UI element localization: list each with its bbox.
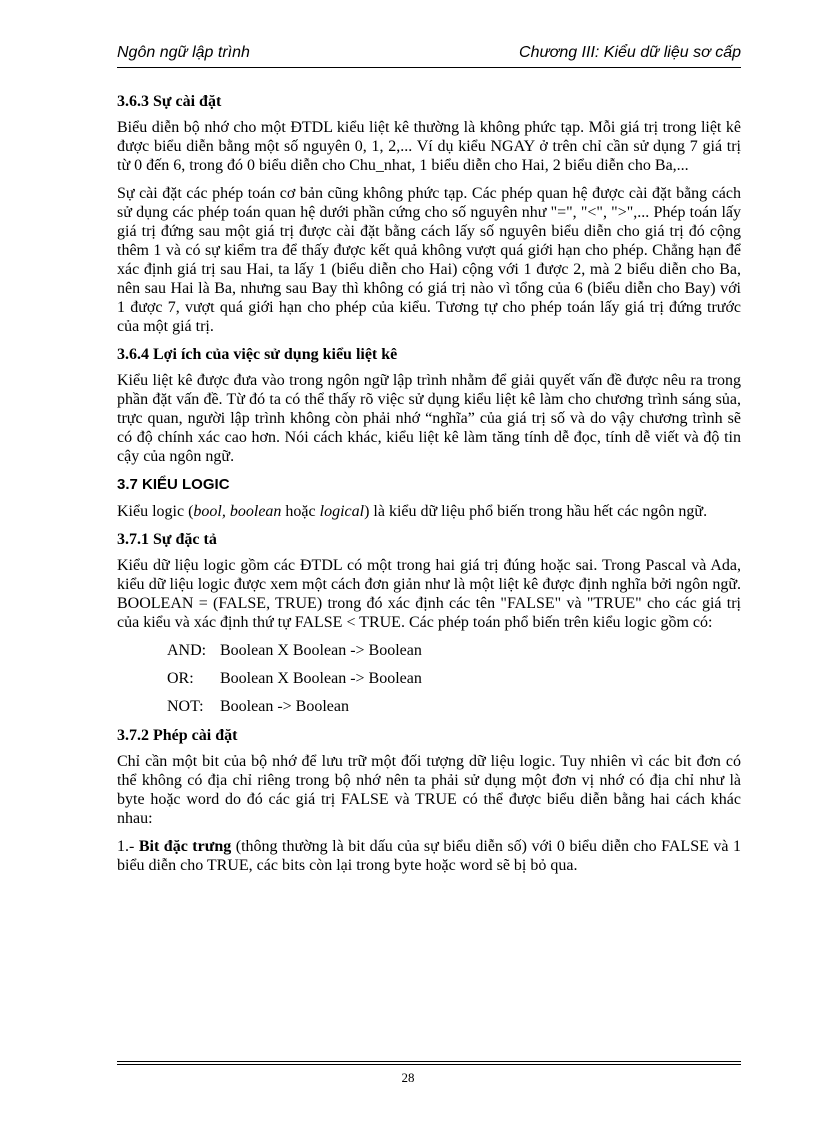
text-run: (thông thường là bit dấu của sự biểu diễn số) với 0 biểu diễn cho FALSE và 1 biểu diễn cho TRUE, các bits còn lại trong byte hoặc word sẽ bị bỏ qua. xyxy=(117,838,742,874)
section-3-6-4-heading: 3.6.4 Lợi ích của việc sử dụng kiểu liệt kê xyxy=(117,346,398,363)
section-3-7-2-heading: 3.7.2 Phép cài đặt xyxy=(117,727,238,744)
header-chapter-title: Chương III: Kiểu dữ liệu sơ cấp xyxy=(519,44,741,61)
operation-name: NOT: xyxy=(167,698,204,715)
page-number: 28 xyxy=(401,1070,415,1085)
section-3-7-1-paragraph-1: Kiểu dữ liệu logic gồm các ĐTDL có một trong hai giá trị đúng hoặc sai. Trong Pascal và Ada, kiểu dữ liệu logic được xem một cách đơn giản như là một liệt kê được định nghĩa bởi ngôn ngữ. BOOLEAN = (FALSE, TRUE) trong đó xác định các tên "FALSE" và "TRUE" cho các giá trị của kiểu và xác định thứ tự FALSE < TRUE. Các phép toán phổ biến trên kiểu logic gồm có: xyxy=(117,557,741,631)
operation-name: AND: xyxy=(167,642,207,659)
italic-term-bool: bool, boolean xyxy=(193,503,282,520)
operation-not xyxy=(167,697,741,717)
text-run: Kiểu logic ( xyxy=(117,503,194,520)
section-3-6-3-paragraph-2: Sự cài đặt các phép toán cơ bản cũng không phức tạp. Các phép quan hệ được cài đặt bằng cách sử dụng các phép toán quan hệ dưới phần cứng cho số nguyên như "=", "<", ">",... Phép toán lấy giá trị đứng sau một giá trị được cài đặt bằng cách lấy số nguyên biểu diễn cho giá trị đó cộng thêm 1 và có sự kiểm tra để thấy được kết quả không vượt quá giới hạn cho phép. Chẳng hạn để xác định giá trị sau Hai, ta lấy 1 (biểu diễn cho Hai) cộng với 1 được 2, mà 2 biểu diễn cho Ba, nên sau Hai là Ba, nhưng sau Bay thì không có giá trị nào vì tổng của 6 (biểu diễn cho Bay) với 1 được 7, vượt quá giới hạn cho phép của kiểu. Tương tự cho phép toán lấy giá trị đứng trước của một giá trị. xyxy=(117,185,741,335)
operation-signature: Boolean -> Boolean xyxy=(220,698,349,715)
operations-list xyxy=(167,641,741,717)
operation-name: OR: xyxy=(167,670,194,687)
operation-and xyxy=(167,641,741,669)
section-3-6-3-paragraph-1: Biểu diễn bộ nhớ cho một ĐTDL kiểu liệt kê thường là không phức tạp. Mỗi giá trị trong liệt kê được biểu diễn bằng một số nguyên 0, 1, 2,... Ví dụ kiểu NGAY ở trên chỉ cần sử dụng 7 giá trị từ 0 đến 6, trong đó 0 biểu diễn cho Chu_nhat, 1 biểu diễn cho Hai, 2 biểu diễn cho Ba,... xyxy=(117,119,741,174)
operation-or xyxy=(167,669,741,697)
section-3-7-paragraph-1 xyxy=(117,502,741,521)
section-3-7-2-paragraph-2 xyxy=(117,837,741,875)
section-3-7-2-paragraph-1: Chỉ cần một bit của bộ nhớ để lưu trữ một đối tượng dữ liệu logic. Tuy nhiên vì các bit đơn có thể không có địa chỉ riêng trong bộ nhớ nên ta phải sử dụng một đơn vị nhớ có địa chỉ như là byte hoặc word do đó các giá trị FALSE và TRUE có thể được biểu diễn bằng hai cách khác nhau: xyxy=(117,753,741,827)
footer-rule-double xyxy=(117,1064,741,1065)
operation-signature: Boolean X Boolean -> Boolean xyxy=(220,642,422,659)
section-3-7-1-heading: 3.7.1 Sự đặc tả xyxy=(117,531,217,548)
page-header xyxy=(117,42,741,68)
page-content xyxy=(117,92,741,884)
header-rule xyxy=(117,67,741,68)
text-run: ) là kiểu dữ liệu phổ biến trong hầu hết các ngôn ngữ. xyxy=(364,503,708,520)
text-run: hoặc xyxy=(281,503,320,520)
footer-rule xyxy=(117,1061,741,1062)
section-3-6-3-heading: 3.6.3 Sự cài đặt xyxy=(117,93,222,110)
bold-term: Bit đặc trưng xyxy=(138,838,232,855)
section-3-7-heading: 3.7 KIỂU LOGIC xyxy=(117,476,230,493)
header-book-title: Ngôn ngữ lập trình xyxy=(117,44,250,61)
operation-signature: Boolean X Boolean -> Boolean xyxy=(220,670,422,687)
section-3-6-4-paragraph-1: Kiểu liệt kê được đưa vào trong ngôn ngữ lập trình nhằm để giải quyết vấn đề được nêu ra trong phần đặt vấn đề. Từ đó ta có thể thấy rõ việc sử dụng kiểu liệt kê làm cho chương trình sáng sủa, trực quan, người lập trình không còn phải nhớ “nghĩa” của giá trị số và do vậy chương trình sẽ có độ chính xác cao hơn. Nói cách khác, kiểu liệt kê làm tăng tính dễ đọc, tính dễ viết và độ tin cậy của ngôn ngữ. xyxy=(117,372,741,465)
text-run: 1.- xyxy=(117,838,139,855)
italic-term-logical: logical xyxy=(319,503,365,520)
